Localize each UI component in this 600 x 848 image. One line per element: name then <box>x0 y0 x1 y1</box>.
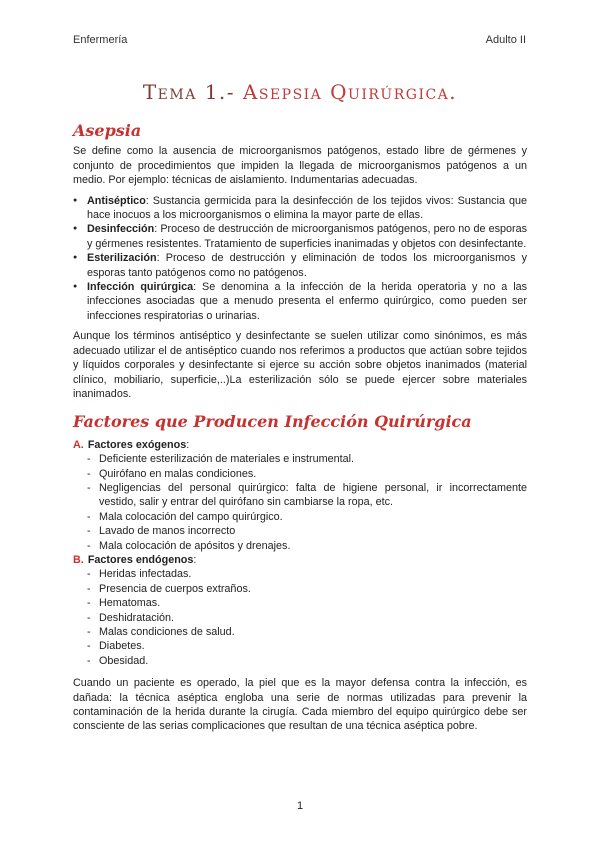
list-item: - Hematomas. <box>87 596 527 610</box>
list-item <box>73 222 527 251</box>
list-item: - Deficiente esterilización de materiales e instrumental. <box>87 452 527 466</box>
term-definition: : Proceso de destrucción de microorganismos patógenos, pero no de esporas y gérmenes resistentes. Tratamiento de superficies inanimadas y objetos con desinfectante. <box>87 223 527 250</box>
factor-list <box>73 567 527 668</box>
term: Esterilización <box>87 252 157 265</box>
list-item <box>73 251 527 280</box>
list-item: - Mala colocación de apósitos y drenajes. <box>87 539 527 553</box>
term: Antiséptico <box>87 194 146 207</box>
term: Desinfección <box>87 223 155 236</box>
factor-group-b <box>73 553 527 668</box>
list-item <box>73 194 527 223</box>
page-number: 1 <box>296 800 304 812</box>
group-label: Factores exógenos <box>87 438 187 451</box>
section1-intro: Se define como la ausencia de microorganismos patógenos, estado libre de gérmenes y conjunto de procedimientos que impiden la llegada de microorganismos patógenos a un medio. Por ejemplo: técnicas de aislamiento. Indumentarias adecuadas. <box>73 145 527 187</box>
group-label: Factores endógenos <box>87 553 194 566</box>
definitions-list <box>73 194 527 324</box>
factor-group-heading <box>73 438 527 452</box>
document-title <box>0 80 600 104</box>
factor-list <box>73 452 527 553</box>
title-prefix: Tema 1.- <box>142 80 243 104</box>
list-item: - Lavado de manos incorrecto <box>87 524 527 538</box>
list-item: - Diabetes. <box>87 639 527 653</box>
list-item <box>73 280 527 323</box>
list-item: - Malas condiciones de salud. <box>87 625 527 639</box>
list-item: - Deshidratación. <box>87 611 527 625</box>
list-item: - Mala colocación del campo quirúrgico. <box>87 510 527 524</box>
term-definition: : Se denomina a la infección de la herida operatoria y no a las infecciones asociadas que a menudo presenta el enfermo quirúrgico, como pueden ser infecciones respiratorias o urinarias. <box>87 281 527 322</box>
list-item: - Obesidad. <box>87 654 527 668</box>
section1-closing: Aunque los términos antiséptico y desinfectante se suelen utilizar como sinónimos, es más adecuado utilizar el de antiséptico cuando nos referimos a productos que actúan sobre tejidos y líquidos corporales y desinfectante si ejerce su acción sobre objetos inanimados (material clínico, mobiliario, superficie,..)La esterilización sólo se puede ejercer sobre materiales inanimados. <box>73 330 527 400</box>
header-right: Adulto II <box>485 34 526 46</box>
term-definition: : Proceso de destrucción y eliminación de todos los microorganismos y esporas tanto patógenos como no patógenos. <box>87 252 527 279</box>
list-item: - Heridas infectadas. <box>87 567 527 581</box>
section-title-asepsia: Asepsia <box>73 121 142 140</box>
section2-closing: Cuando un paciente es operado, la piel que es la mayor defensa contra la infección, es dañada: la técnica aséptica engloba una serie de normas utilizadas para prevenir la contaminación de la herida durante la cirugía. Cada miembro del equipo quirúrgico debe ser consciente de las serias complicaciones que resultan de una técnica aséptica pobre. <box>73 677 527 733</box>
group-letter: A. <box>73 438 84 451</box>
list-item: - Negligencias del personal quirúrgico: falta de higiene personal, ir incorrectamente vestido, salir y entrar del quirófano sin cambiarse la ropa, etc. <box>87 481 527 510</box>
group-colon: : <box>186 438 190 451</box>
term-definition: : Sustancia germicida para la desinfección de los tejidos vivos: Sustancia que hace inocuos a los microorganismos o elimina la mayor parte de ellas. <box>87 194 527 222</box>
list-item: - Presencia de cuerpos extraños. <box>87 582 527 596</box>
term: Infección quirúrgica <box>87 281 194 294</box>
group-colon: : <box>193 553 197 566</box>
factor-group-heading <box>73 553 527 567</box>
document-body <box>73 118 527 740</box>
section-title-factores: Factores que Producen Infección Quirúrgica <box>73 412 472 432</box>
group-letter: B. <box>73 553 84 566</box>
factor-group-a <box>73 438 527 553</box>
title-main: Asepsia Quirúrgica. <box>242 80 458 104</box>
header-left: Enfermería <box>73 34 128 46</box>
list-item: - Quirófano en malas condiciones. <box>87 467 527 481</box>
